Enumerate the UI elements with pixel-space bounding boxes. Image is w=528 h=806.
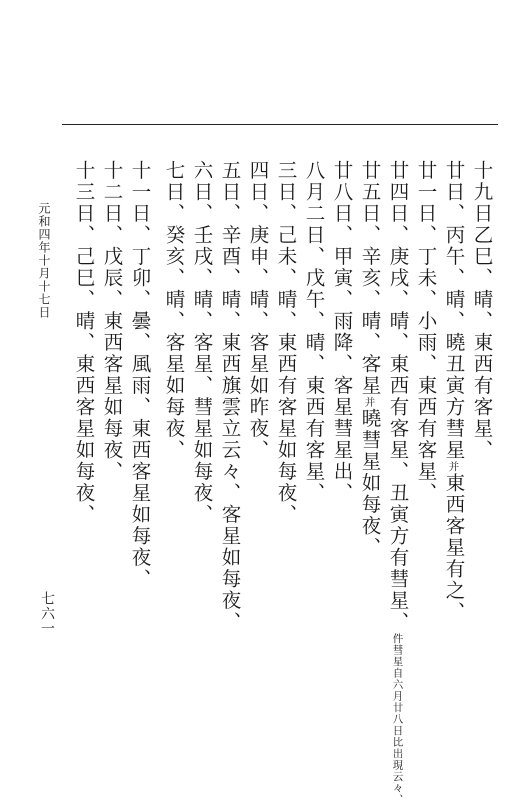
entry-column-28 [332, 160, 352, 504]
entry-text: 廿八日、甲寅、雨降、客星彗星出、 [330, 160, 354, 504]
entry-column-aug-7 [164, 160, 184, 461]
entry-column-aug-13 [74, 160, 94, 526]
entry-column-24 [388, 160, 408, 806]
entry-text: 廿一日、丁未、小雨、東西有客星、 [414, 160, 438, 504]
entry-column-21 [416, 160, 436, 504]
entry-text: 五日、辛酉、晴、東西旗雲立云々、客星如每夜、 [218, 160, 242, 633]
entry-text: 四日、庚申、晴、客星如昨夜、 [246, 160, 270, 461]
entry-text: 七日、癸亥、晴、客星如每夜、 [162, 160, 186, 461]
entry-text-continued: 曉彗星如每夜、 [358, 408, 382, 559]
entry-column-aug-4 [248, 160, 268, 461]
interlinear-note: 并 [363, 396, 376, 408]
entry-column-aug-11 [130, 160, 150, 590]
entry-text: 廿四日、庚戌、晴、東西有客星、丑寅方有彗星、 [386, 160, 410, 633]
entry-text: 十九日乙巳、晴、東西有客星、 [470, 160, 494, 461]
margin-date-note: 元和四年十月十七日 [37, 202, 51, 319]
entry-text: 廿五日、辛亥、晴、客星 [358, 160, 382, 397]
entry-text: 廿日、丙午、晴、曉丑寅方彗星 [442, 160, 466, 461]
entry-text: 十三日、己巳、晴、東西客星如每夜、 [72, 160, 96, 526]
entry-text: 八月二日、戊午、晴、東西有客星、 [302, 160, 326, 504]
top-rule [62, 124, 498, 125]
entry-column-aug-12 [102, 160, 122, 483]
interlinear-note: 件彗星自六月廿八日比出現云々、 [391, 633, 404, 806]
entry-column-19 [472, 160, 492, 461]
entry-column-aug-2 [304, 160, 324, 504]
entry-column-25 [360, 160, 380, 559]
page-number: 七六一 [39, 591, 55, 636]
entry-column-aug-3 [276, 160, 296, 526]
interlinear-note: 并 [447, 461, 460, 473]
entry-text: 十一日、丁卯、曇、風雨、東西客星如每夜、 [128, 160, 152, 590]
entry-column-aug-5 [220, 160, 240, 633]
entry-text: 三日、己未、晴、東西有客星如每夜、 [274, 160, 298, 526]
entry-column-20 [444, 160, 464, 623]
entry-text: 六日、壬戌、晴、客星、彗星如每夜、 [190, 160, 214, 526]
entry-text: 十二日、戊辰、東西客星如每夜、 [100, 160, 124, 483]
entry-column-aug-6 [192, 160, 212, 526]
entry-text-continued: 東西客星有之、 [442, 472, 466, 623]
